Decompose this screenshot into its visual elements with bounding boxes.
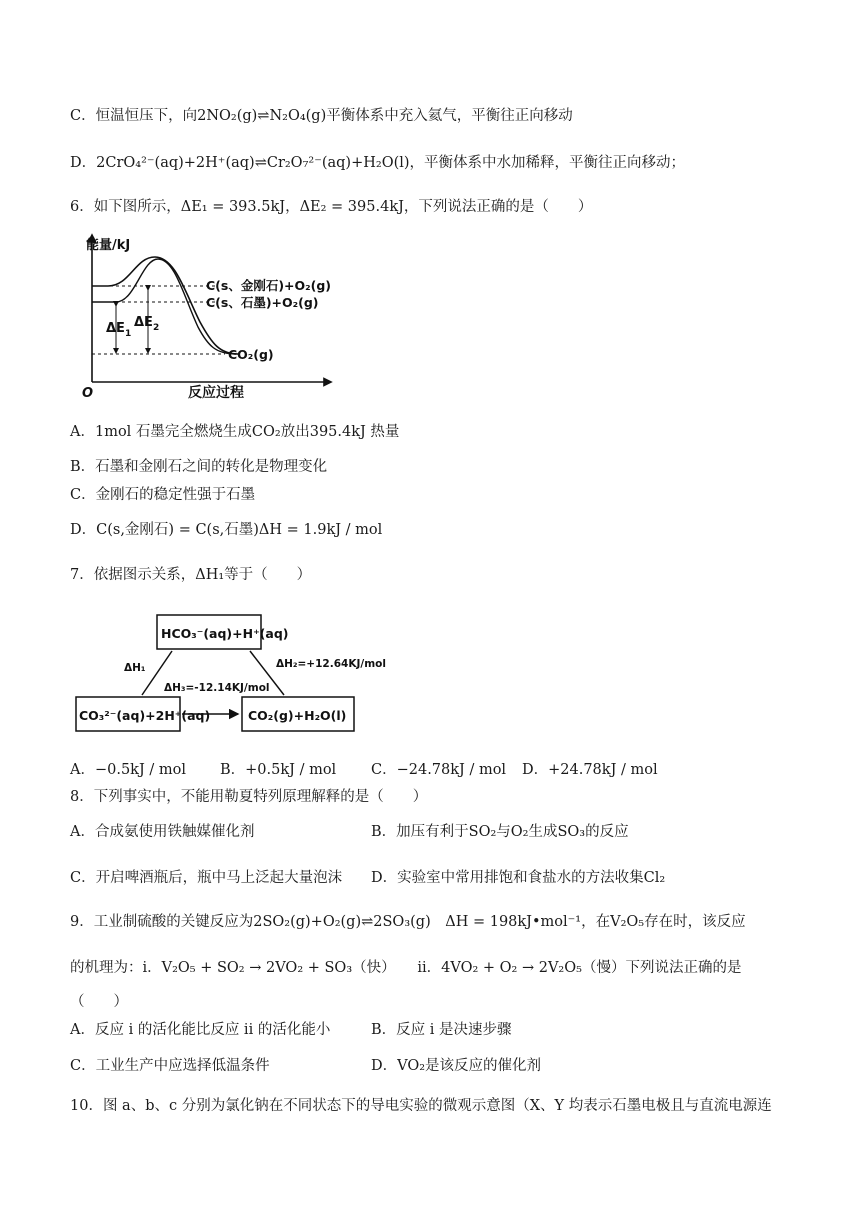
- x-axis-label: 反应过程: [188, 385, 244, 401]
- q7-option-c: C．−24.78kJ / mol: [371, 762, 507, 778]
- de1-label: $\Delta E_1$: [106, 321, 132, 339]
- q6-stem: 6．如下图所示，ΔE₁ = 393.5kJ，ΔE₂ = 395.4kJ，下列说法正确的是（ ）: [70, 199, 593, 215]
- q8-option-c: C．开启啤酒瓶后，瓶中马上泛起大量泡沫: [70, 870, 343, 886]
- y-axis-label: 能量/kJ: [86, 238, 131, 253]
- q5-option-d: D．2CrO₄²⁻(aq)+2H⁺(aq)⇌Cr₂O₇²⁻(aq)+H₂O(l)，平衡体系中水加稀释，平衡往正向移动；: [70, 155, 686, 171]
- q6-option-b: B．石墨和金刚石之间的转化是物理变化: [70, 459, 328, 475]
- q9-stem-line2: 的机理为：i．V₂O₅ + SO₂ → 2VO₂ + SO₃（快） ii．4VO₂ + O₂ → 2V₂O₅（慢）下列说法正确的是: [70, 960, 742, 976]
- graphite-level-label: C(s、石墨)+O₂(g): [206, 295, 319, 310]
- q6-option-c: C．金刚石的稳定性强于石墨: [70, 487, 256, 503]
- de2-label: $\Delta E_2$: [134, 315, 160, 333]
- q9-option-d: D．VO₂是该反应的催化剂: [371, 1058, 542, 1074]
- right-species-label: CO₂(g)+H₂O(l): [248, 708, 347, 723]
- q7-option-b: B．+0.5kJ / mol: [220, 762, 337, 778]
- energy-diagram: [80, 232, 340, 402]
- left-species-label: CO₃²⁻(aq)+2H⁺(aq): [79, 708, 211, 723]
- q7-option-d: D．+24.78kJ / mol: [522, 762, 658, 778]
- q8-stem: 8．下列事实中，不能用勒夏特列原理解释的是（ ）: [70, 789, 428, 805]
- q8-option-d: D．实验室中常用排饱和食盐水的方法收集Cl₂: [371, 870, 666, 886]
- q7-stem: 7．依据图示关系，ΔH₁等于（ ）: [70, 567, 312, 583]
- co2-level-label: CO₂(g): [228, 347, 274, 362]
- q8-option-b: B．加压有利于SO₂与O₂生成SO₃的反应: [371, 824, 629, 840]
- q9-option-b: B．反应 i 是决速步骤: [371, 1022, 512, 1038]
- q7-option-a: A．−0.5kJ / mol: [70, 762, 186, 778]
- q10-stem: 10．图 a、b、c 分别为氯化钠在不同状态下的导电实验的微观示意图（X、Y 均表示石墨电极且与直流电源连: [70, 1098, 772, 1114]
- q9-stem-line1: 9．工业制硫酸的关键反应为2SO₂(g)+O₂(g)⇌2SO₃(g) ΔH = 198kJ•mol⁻¹，在V₂O₅存在时，该反应: [70, 914, 746, 930]
- q6-option-a: A．1mol 石墨完全燃烧生成CO₂放出395.4kJ 热量: [70, 424, 400, 440]
- q8-option-a: A．合成氨使用铁触媒催化剂: [70, 824, 255, 840]
- diamond-level-label: C(s、金刚石)+O₂(g): [206, 278, 331, 293]
- q6-option-d: D．C(s,金刚石) = C(s,石墨)ΔH = 1.9kJ / mol: [70, 522, 383, 538]
- q9-option-c: C．工业生产中应选择低温条件: [70, 1058, 270, 1074]
- dh2-label: ΔH₂=+12.64KJ/mol: [276, 658, 386, 670]
- enthalpy-cycle-diagram: [72, 607, 390, 737]
- origin-label: O: [82, 386, 94, 401]
- q5-option-c: C．恒温恒压下，向2NO₂(g)⇌N₂O₄(g)平衡体系中充入氦气，平衡往正向移动: [70, 108, 573, 124]
- top-species-label: HCO₃⁻(aq)+H⁺(aq): [161, 626, 289, 641]
- q9-option-a: A．反应 i 的活化能比反应 ii 的活化能小: [70, 1022, 331, 1038]
- q9-stem-line3: （ ）: [70, 994, 128, 1010]
- dh1-label: ΔH₁: [124, 662, 146, 674]
- dh3-label: ΔH₃=-12.14KJ/mol: [164, 682, 270, 694]
